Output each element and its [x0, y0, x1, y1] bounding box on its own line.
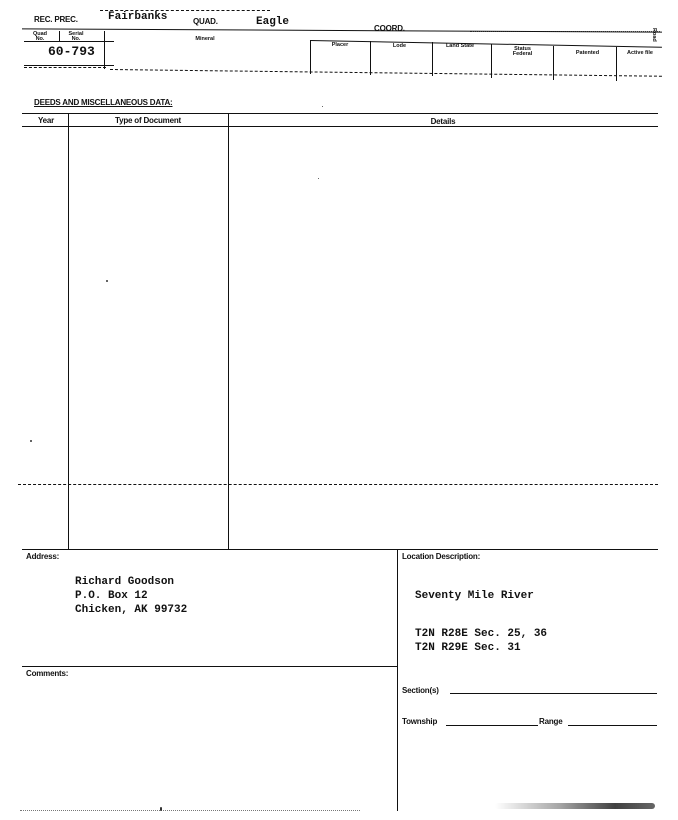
header-line — [22, 28, 662, 32]
scan-speck — [318, 178, 319, 179]
col-details: Details — [430, 117, 456, 126]
quad-label: QUAD. — [193, 17, 218, 26]
comments-label: Comments: — [26, 669, 69, 678]
address-line-1: Richard Goodson — [75, 576, 175, 588]
quad-serial-value: 60-793 — [48, 44, 95, 59]
scan-speck — [160, 807, 162, 811]
range-line — [568, 725, 657, 726]
col-active-file: Active file — [627, 50, 653, 56]
col-year: Year — [37, 116, 55, 125]
address-line-2: P.O. Box 12 — [75, 590, 148, 602]
row-bottom-dashed — [110, 69, 662, 77]
coord-label: COORD. — [374, 24, 405, 33]
row-left-dashed — [24, 67, 106, 68]
address-label: Address: — [26, 552, 60, 561]
location-name: Seventy Mile River — [415, 590, 534, 602]
side-label: Road — [651, 28, 657, 42]
col-status-federal: Status Federal — [512, 46, 533, 57]
vline-mineral-placer — [310, 40, 311, 74]
header-top-dashed-line — [100, 10, 270, 11]
vline-placer-lode — [370, 41, 371, 75]
column-header-underline — [24, 41, 114, 42]
location-legal-1: T2N R28E Sec. 25, 36 — [415, 628, 548, 640]
rec-prec-value: Fairbanks — [108, 11, 168, 23]
vline-quad-serial — [59, 31, 60, 41]
deeds-mid-dashed-line — [18, 484, 658, 485]
col-mineral: Mineral — [195, 36, 215, 42]
col-serial-no: Serial No. — [68, 31, 84, 42]
township-label: Township — [402, 717, 438, 726]
range-label: Range — [539, 717, 563, 726]
deeds-header-underline — [22, 126, 658, 127]
row-bottom-line — [24, 65, 114, 66]
col-type-of-document: Type of Document — [115, 116, 181, 125]
deeds-section-title: DEEDS AND MISCELLANEOUS DATA: — [34, 98, 173, 107]
sections-label: Section(s) — [402, 686, 439, 695]
comments-top-line — [22, 666, 397, 667]
rec-prec-label: REC. PREC. — [34, 15, 78, 24]
col-quad-no: Quad No. — [32, 31, 48, 42]
vline-serial-mineral — [104, 31, 105, 69]
township-line — [446, 725, 538, 726]
col-placer: Placer — [331, 42, 349, 48]
bottom-scan-noise — [20, 810, 360, 811]
quad-value: Eagle — [256, 16, 290, 28]
col-land-state: Land State — [445, 43, 475, 49]
location-legal-2: T2N R29E Sec. 31 — [415, 642, 521, 654]
deeds-bottom-line — [22, 549, 658, 550]
scan-speck — [30, 440, 32, 442]
bottom-right-smudge — [495, 803, 655, 809]
scan-speck — [106, 280, 108, 282]
sections-line — [450, 693, 657, 694]
scan-speck — [322, 106, 323, 107]
vline-address-location — [397, 549, 398, 811]
col-lode: Lode — [392, 43, 407, 49]
address-line-3: Chicken, AK 99732 — [75, 604, 188, 616]
deeds-top-line — [22, 113, 658, 114]
col-patented: Patented — [575, 50, 600, 56]
location-description-label: Location Description: — [402, 552, 481, 561]
vline-lode-land — [432, 42, 433, 76]
